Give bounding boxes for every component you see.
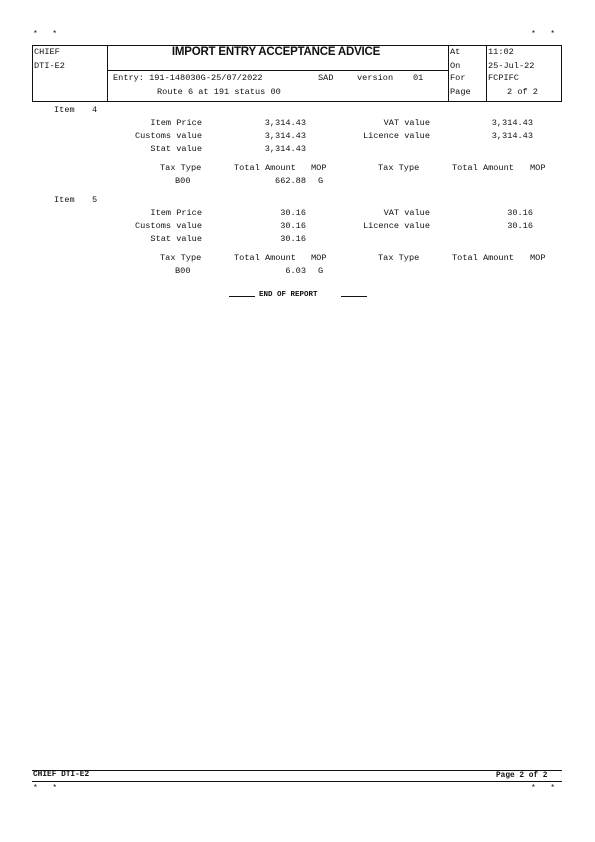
item-price-value: 30.16 — [280, 208, 306, 218]
header-declaration-type: SAD — [318, 73, 334, 83]
stat-value-value: 30.16 — [280, 234, 306, 244]
header-for-value: FCPIFC — [488, 73, 519, 83]
header-route-line: Route 6 at 191 status 00 — [157, 87, 281, 97]
corner-marks-top-left: * * — [33, 30, 58, 39]
header-version-label: version — [357, 73, 394, 83]
item-price-label: Item Price — [150, 118, 202, 128]
header-page-value: 2 of 2 — [507, 87, 538, 97]
customs-value-value: 30.16 — [280, 221, 306, 231]
item-price-label: Item Price — [150, 208, 202, 218]
tax-type-header-right: Tax Type — [378, 253, 420, 263]
mop-header: MOP — [311, 163, 327, 173]
page-footer — [32, 770, 562, 782]
stat-value-label: Stat value — [150, 234, 202, 244]
end-rule-right — [341, 296, 367, 297]
tax-type-header-right: Tax Type — [378, 163, 420, 173]
header-page-label: Page — [450, 87, 471, 97]
total-amount-header-right: Total Amount — [452, 253, 514, 263]
customs-value-label: Customs value — [134, 131, 202, 141]
total-amount-header: Total Amount — [234, 163, 296, 173]
tax-row-amount: 662.88 — [275, 176, 306, 186]
vat-value-value: 3,314.43 — [491, 118, 533, 128]
header-entry-line: Entry: 191-148030G-25/07/2022 — [113, 73, 263, 83]
stat-value-label: Stat value — [150, 144, 202, 154]
report-title: IMPORT ENTRY ACCEPTANCE ADVICE — [171, 46, 381, 58]
header-at-value: 11:02 — [488, 47, 514, 57]
end-of-report: END OF REPORT — [259, 291, 318, 299]
total-amount-header-right: Total Amount — [452, 163, 514, 173]
licence-value-value: 3,314.43 — [491, 131, 533, 141]
footer-right: Page 2 of 2 — [496, 772, 548, 780]
total-amount-header: Total Amount — [234, 253, 296, 263]
tax-type-header: Tax Type — [160, 163, 202, 173]
item-label: Item — [54, 195, 75, 205]
vat-value-label: VAT value — [383, 208, 430, 218]
item-number: 4 — [92, 105, 98, 115]
tax-row-mop: G — [318, 176, 324, 186]
licence-value-value: 30.16 — [507, 221, 533, 231]
header-on-value: 25-Jul-22 — [488, 61, 535, 71]
tax-row-type: B00 — [175, 266, 191, 276]
header-system: CHIEF — [34, 47, 60, 57]
header-at-label: At — [450, 47, 461, 57]
vat-value-label: VAT value — [383, 118, 430, 128]
header-version-value: 01 — [413, 73, 424, 83]
tax-type-header: Tax Type — [160, 253, 202, 263]
end-rule-left — [229, 296, 255, 297]
tax-row-mop: G — [318, 266, 324, 276]
licence-value-label: Licence value — [362, 221, 430, 231]
footer-left: CHIEF DTI-E2 — [33, 771, 90, 779]
mop-header-right: MOP — [530, 163, 546, 173]
corner-marks-bottom-left: * * — [33, 784, 58, 793]
item-price-value: 3,314.43 — [264, 118, 306, 128]
header-on-label: On — [450, 61, 461, 71]
header-program: DTI-E2 — [34, 61, 65, 71]
item-number: 5 — [92, 195, 98, 205]
customs-value-label: Customs value — [134, 221, 202, 231]
item-label: Item — [54, 105, 75, 115]
customs-value-value: 3,314.43 — [264, 131, 306, 141]
mop-header: MOP — [311, 253, 327, 263]
corner-marks-top-right: * * — [531, 30, 556, 39]
licence-value-label: Licence value — [362, 131, 430, 141]
vat-value-value: 30.16 — [507, 208, 533, 218]
mop-header-right: MOP — [530, 253, 546, 263]
tax-row-amount: 6.03 — [285, 266, 306, 276]
corner-marks-bottom-right: * * — [531, 784, 556, 793]
tax-row-type: B00 — [175, 176, 191, 186]
header-for-label: For — [450, 73, 466, 83]
stat-value-value: 3,314.43 — [264, 144, 306, 154]
